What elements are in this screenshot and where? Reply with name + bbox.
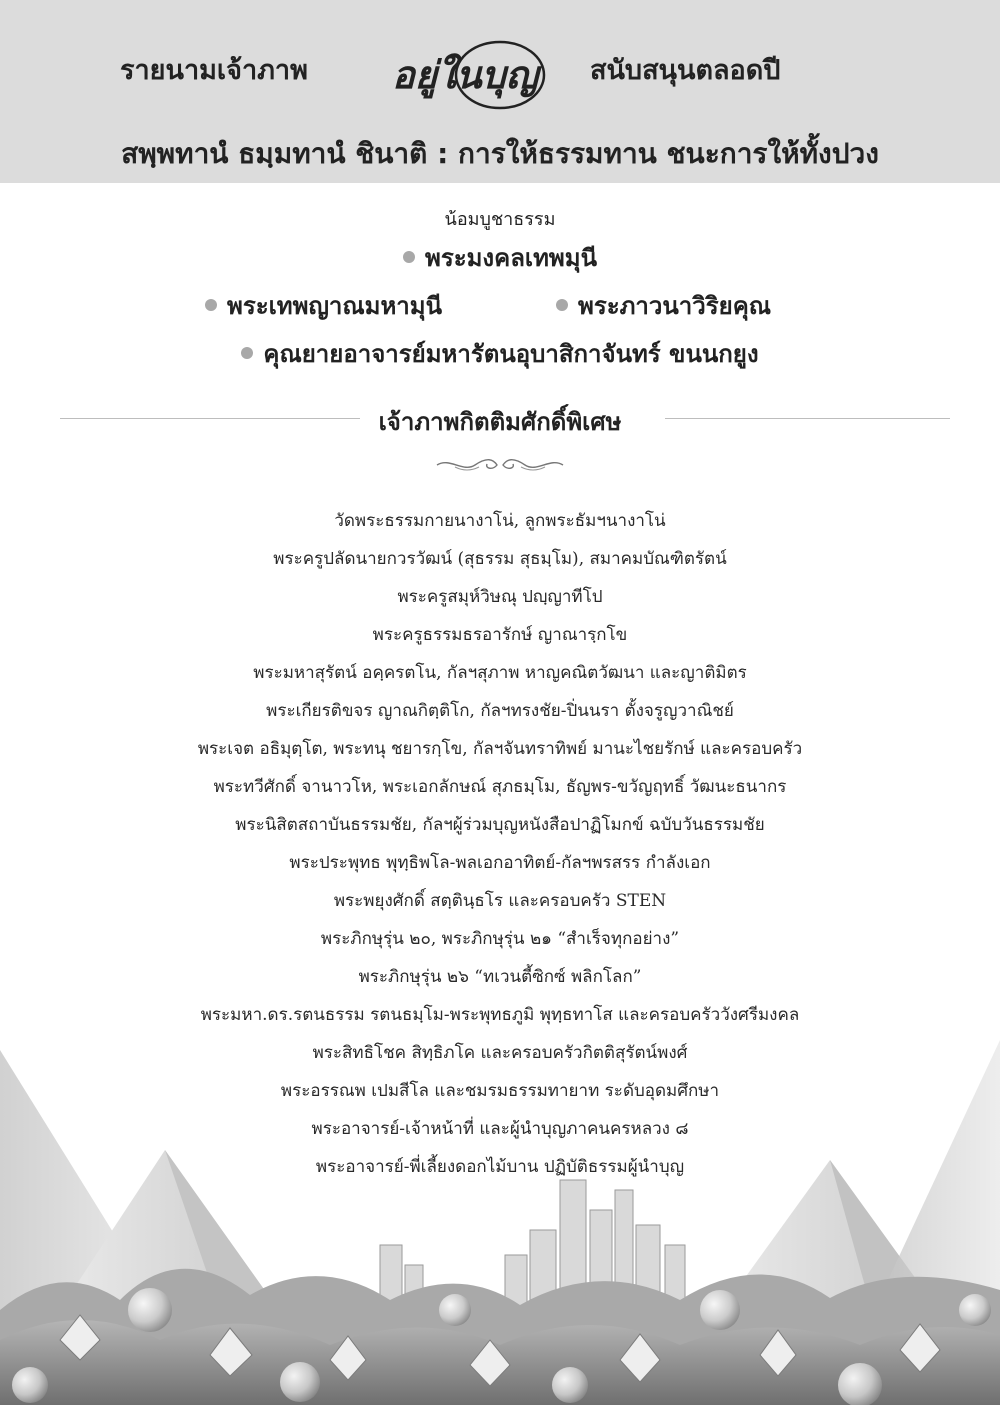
logo-graphic — [350, 40, 580, 110]
sponsor-item: พระนิสิตสถาบันธรรมชัย, กัลฯผู้ร่วมบุญหนังสือปาฏิโมกข์ ฉบับวันธรรมชัย — [235, 815, 765, 835]
logo-text: อยู่ในบุญ — [391, 52, 539, 97]
honoree-item — [556, 286, 771, 325]
crystal-mountain-illustration — [0, 1010, 1000, 1405]
sponsor-item: วัดพระธรรมกายนางาโน่, ลูกพระธัมฯนางาโน่ — [334, 511, 666, 531]
sponsor-item: พระพยุงศักดิ์ สตฺตินฺธโร และครอบครัว STEN — [333, 891, 667, 911]
honoree-name: พระภาวนาวิริยคุณ — [578, 292, 772, 320]
tribute-label: น้อมบูชาธรรม — [444, 209, 556, 230]
sponsor-item: พระอาจารย์-พี่เลี้ยงดอกไม้บาน ปฏิบัติธรรมผู้นำบุญ — [315, 1157, 685, 1177]
honoree-name: พระมงคลเทพมุนี — [425, 244, 597, 272]
sponsor-item: พระเกียรติขจร ญาณกิตฺติโก, กัลฯทรงชัย-ปิ่นนรา ตั้งจรูญวาณิชย์ — [266, 701, 734, 721]
header-title-row — [0, 40, 1000, 100]
sponsor-item: พระครูสมุห์วิษณุ ปญฺญาทีโป — [397, 587, 603, 607]
header-title-right: สนับสนุนตลอดปี — [590, 55, 781, 86]
sponsor-item: พระทวีศักดิ์ จานาวโห, พระเอกลักษณ์ สุภธมฺโม, ธัญพร-ขวัญฤทธิ์ วัฒนะธนากร — [213, 777, 787, 797]
header-band — [0, 0, 1000, 183]
honoree-name: พระเทพญาณมหามุนี — [227, 292, 442, 320]
honoree-item — [205, 286, 442, 325]
logo — [350, 40, 580, 110]
sponsor-item: พระเจต อธิมุตฺโต, พระทนุ ชยารกฺโข, กัลฯจันทราทิพย์ มานะไชยรักษ์ และครอบครัว — [197, 739, 803, 759]
sponsor-item: พระครูปลัดนายกวรวัฒน์ (สุธรรม สุธมฺโม), สมาคมบัณฑิตรัตน์ — [273, 549, 727, 569]
sponsor-item: พระสิทธิโชค สิทฺธิภโค และครอบครัวกิตติสุรัตน์พงศ์ — [312, 1043, 688, 1063]
honoree-item — [0, 238, 1000, 277]
section-title: เจ้าภาพกิตติมศักดิ์พิเศษ — [378, 408, 622, 436]
sponsor-item: พระมหาสุรัตน์ อคฺครตโน, กัลฯสุภาพ หาญคณิตวัฒนา และญาติมิตร — [253, 663, 747, 683]
sponsor-item: พระประพุทธ พุทฺธิพโล-พลเอกอาทิตย์-กัลฯพรสรร กำลังเอก — [289, 853, 711, 873]
bullet-icon — [205, 299, 217, 311]
honoree-item — [0, 334, 1000, 373]
sponsor-item: พระมหา.ดร.รตนธรรม รตนธมฺโม-พระพุทธภูมิ พุทฺธทาโส และครอบครัววังศรีมงคล — [200, 1005, 800, 1025]
sponsor-item: พระภิกษุรุ่น ๒๐, พระภิกษุรุ่น ๒๑ “สำเร็จทุกอย่าง” — [320, 929, 680, 949]
honoree-name: คุณยายอาจารย์มหารัตนอุบาสิกาจันทร์ ขนนกยูง — [263, 340, 759, 368]
flourish-ornament-icon — [435, 455, 565, 475]
bullet-icon — [403, 251, 415, 263]
bullet-icon — [556, 299, 568, 311]
header-title-left: รายนามเจ้าภาพ — [120, 55, 308, 86]
sponsor-item: พระครูธรรมธรอารักษ์ ญาณารฺกโข — [372, 625, 628, 645]
sponsor-item: พระอาจารย์-เจ้าหน้าที่ และผู้นำบุญภาคนครหลวง ๘ — [311, 1119, 689, 1139]
bullet-icon — [241, 347, 253, 359]
sponsor-item: พระภิกษุรุ่น ๒๖ “ทเวนตี้ซิกซ์ พลิกโลก” — [358, 967, 642, 987]
sponsor-item: พระอรรณพ เปมสีโล และชมรมธรรมทายาท ระดับอุดมศึกษา — [280, 1081, 720, 1101]
header-motto: สพฺพทานํ ธมฺมทานํ ชินาติ : การให้ธรรมทาน ชนะการให้ทั้งปวง — [121, 137, 879, 170]
